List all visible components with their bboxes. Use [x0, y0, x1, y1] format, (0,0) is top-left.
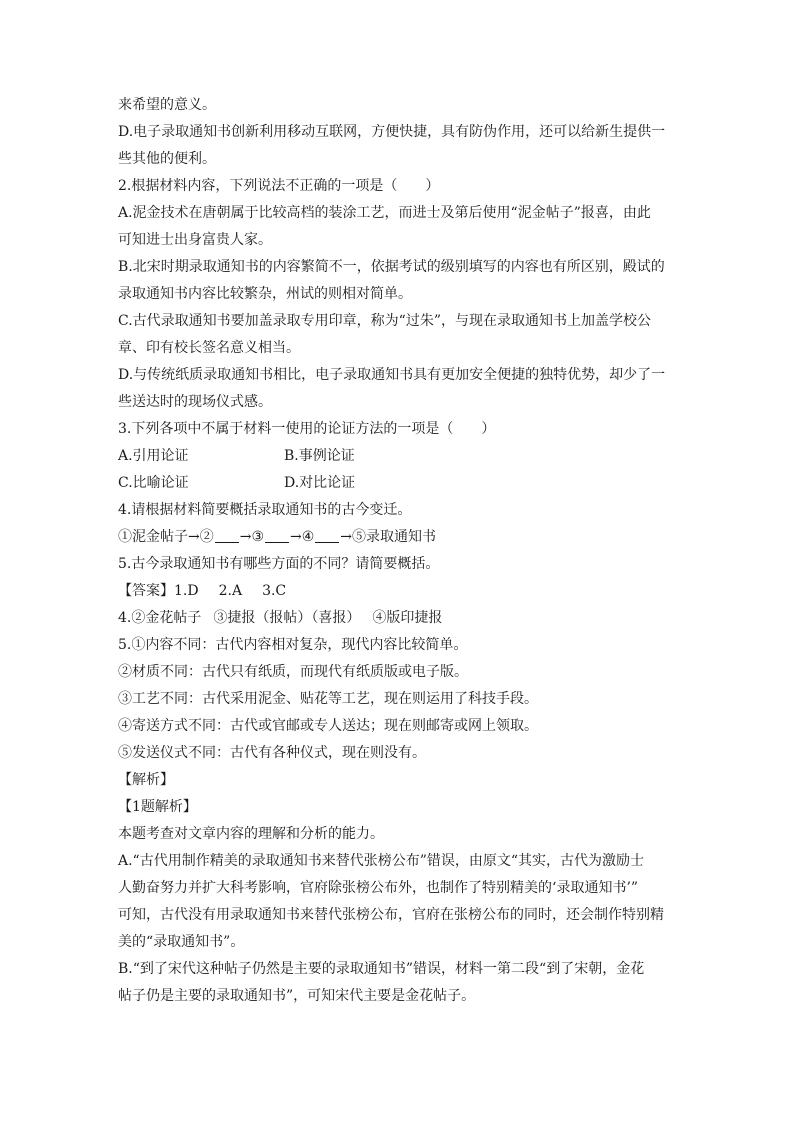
option-c-q3: C.比喻论证: [118, 475, 189, 491]
question-5: 5.古今录取通知书有哪些方面的不同？请简要概括。: [118, 556, 440, 572]
answer-label: 【答案】1.D: [118, 583, 199, 599]
blank-4: [315, 528, 339, 543]
answer-5-item: 5.①内容不同：古代内容相对复杂，现代内容比较简单。: [118, 637, 468, 653]
analysis-line: 人勤奋努力并扩大科考影响，官府除张榜公布外，也制作了特别精美的‘录取通知书’”: [118, 880, 639, 896]
option-b-q2-line1: B.北宋时期录取通知书的内容繁简不一，依据考试的级别填写的内容也有所区别，殿试的: [118, 259, 665, 275]
option-a-q2-line2: 可知进士出身富贵人家。: [118, 232, 272, 248]
option-d-q2-line1: D.与传统纸质录取通知书相比，电子录取通知书具有更加安全便捷的独特优势，却少了一: [118, 367, 666, 383]
question-4: 4.请根据材料简要概括录取通知书的古今变迁。: [118, 502, 412, 518]
option-a-q2-line1: A.泥金技术在唐朝属于比较高档的装涂工艺，而进士及第后使用“泥金帖子”报喜，由此: [118, 205, 651, 221]
answer-5-item: ②材质不同：古代只有纸质，而现代有纸质版或电子版。: [118, 664, 468, 680]
chain-end: →⑤录取通知书: [340, 529, 437, 545]
analysis-line: 可知，古代没有用录取通知书来替代张榜公布，官府在张榜公布的同时，还会制作特别精: [118, 907, 664, 923]
option-c-q2-line2: 章、印有校长签名意义相当。: [118, 340, 300, 356]
q3-options-row-1: [118, 443, 678, 470]
option-a-q3: A.引用论证: [118, 448, 189, 464]
answer-3: 3.C: [262, 583, 287, 599]
option-d-q1-line2: 些其他的便利。: [118, 151, 216, 167]
answer-4-line: [118, 605, 678, 632]
option-b-q2-line2: 录取通知书内容比较繁杂，州试的则相对简单。: [118, 286, 412, 302]
chain-arrow-4: →④: [290, 529, 315, 545]
answer-5-item: ④寄送方式不同：古代或官邮或专人送达；现在则邮寄或网上领取。: [118, 718, 538, 734]
document-body: [118, 92, 678, 1010]
option-c-q2-line1: C.古代录取通知书要加盖录取专用印章，称为“过朱”，与现在录取通知书上加盖学校公: [118, 313, 651, 329]
option-d-q3: D.对比论证: [284, 475, 356, 491]
analysis-line: 本题考查对文章内容的理解和分析的能力。: [118, 826, 384, 842]
analysis-label: 【解析】: [118, 772, 174, 788]
q3-options-row-2: [118, 470, 678, 497]
analysis-line: 帖子仍是主要的录取通知书”，可知宋代主要是金花帖子。: [118, 988, 476, 1004]
chain-start: ①泥金帖子→②: [118, 529, 214, 545]
question-2: 2.根据材料内容，下列说法不正确的一项是（ ）: [118, 178, 440, 194]
answer-line: [118, 578, 678, 605]
analysis-line: 美的“录取通知书”。: [118, 934, 245, 950]
answer-5-item: ⑤发送仪式不同：古代有各种仪式，现在则没有。: [118, 745, 426, 761]
text-line: 来希望的意义。: [118, 97, 216, 113]
blank-3: [265, 528, 289, 543]
question-4-chain: [118, 524, 678, 551]
question-3: 3.下列各项中不属于材料一使用的论证方法的一项是（ ）: [118, 421, 496, 437]
blank-2: [215, 528, 239, 543]
analysis-line: B.“到了宋代这种帖子仍然是主要的录取通知书”错误，材料一第二段“到了宋朝，金花: [118, 961, 645, 977]
analysis-q1-label: 【1题解析】: [118, 799, 197, 815]
analysis-line: A.“古代用制作精美的录取通知书来替代张榜公布”错误，由原文“其实，古代为激励士: [118, 853, 645, 869]
answer-4-c: ④版印捷报: [372, 610, 443, 626]
answer-4-b: ③捷报（报帖）（喜报）: [213, 610, 361, 626]
answer-2: 2.A: [218, 583, 243, 599]
answer-4-a: 4.②金花帖子: [118, 610, 202, 626]
option-d-q2-line2: 些送达时的现场仪式感。: [118, 394, 272, 410]
option-d-q1-line1: D.电子录取通知书创新利用移动互联网，方便快捷，具有防伪作用，还可以给新生提供一: [118, 124, 666, 140]
option-b-q3: B.事例论证: [284, 448, 355, 464]
chain-arrow-3: →③: [239, 529, 265, 545]
answer-5-item: ③工艺不同：古代采用泥金、贴花等工艺，现在则运用了科技手段。: [118, 691, 538, 707]
